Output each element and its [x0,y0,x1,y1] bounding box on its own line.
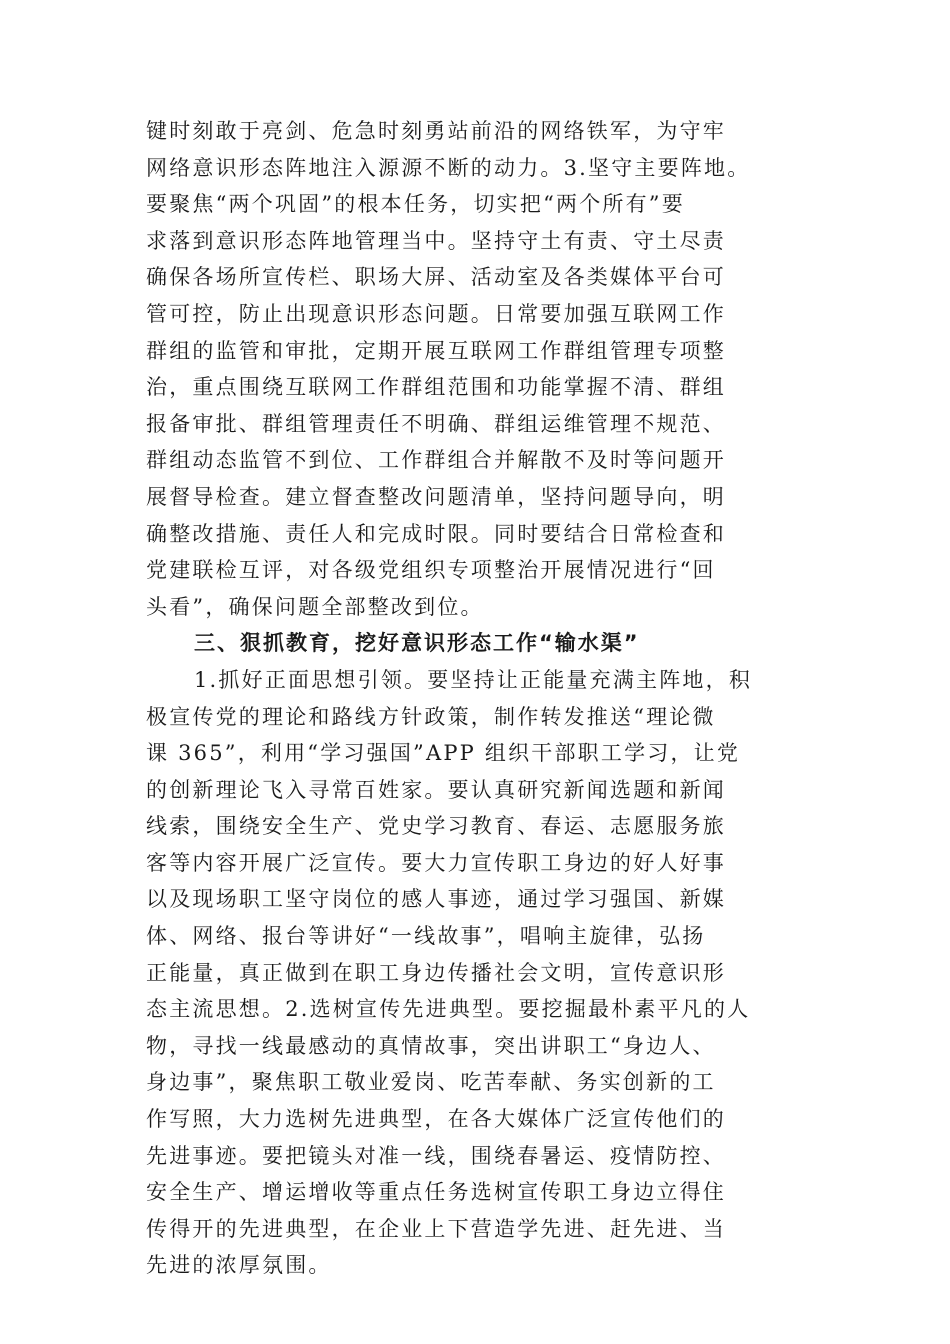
text-line: 1.抓好正面思想引领。要坚持让正能量充满主阵地，积 [194,667,753,692]
text-line: 党建联检互评，对各级党组织专项整治开展情况进行“回 [146,558,716,583]
text-line: 确整改措施、责任人和完成时限。同时要结合日常检查和 [146,521,726,546]
text-line: 管可控，防止出现意识形态问题。日常要加强互联网工作 [146,301,726,326]
text-line: 群组的监管和审批，定期开展互联网工作群组管理专项整 [146,338,726,363]
text-line: 课 365”，利用“学习强国”APP 组织干部职工学习，让党 [146,741,741,766]
text-line: 群组动态监管不到位、工作群组合并解散不及时等问题开 [146,448,726,473]
text-line: 先进的浓厚氛围。 [146,1253,332,1278]
text-line: 的创新理论飞入寻常百姓家。要认真研究新闻选题和新闻 [146,777,726,802]
text-line: 作写照，大力选树先进典型，在各大媒体广泛宣传他们的 [146,1107,726,1132]
text-line: 要聚焦“两个巩固”的根本任务，切实把“两个所有”要 [146,192,685,217]
section-heading: 三、狠抓教育，挖好意识形态工作“输水渠” [194,631,640,656]
text-line: 先进事迹。要把镜头对准一线，围绕春暑运、疫情防控、 [146,1143,726,1168]
text-line: 物，寻找一线最感动的真情故事，突出讲职工“身边人、 [146,1033,716,1058]
text-line: 治，重点围绕互联网工作群组范围和功能掌握不清、群组 [146,375,726,400]
text-line: 传得开的先进典型，在企业上下营造学先进、赶先进、当 [146,1216,726,1241]
text-line: 确保各场所宣传栏、职场大屏、活动室及各类媒体平台可 [146,265,726,290]
text-line: 报备审批、群组管理责任不明确、群组运维管理不规范、 [146,411,726,436]
text-line: 以及现场职工坚守岗位的感人事迹，通过学习强国、新媒 [146,887,726,912]
paragraph-continued [146,113,806,625]
paragraph-education [146,662,806,1284]
text-line: 极宣传党的理论和路线方针政策，制作转发推送“理论微 [146,704,716,729]
text-line: 正能量，真正做到在职工身边传播社会文明，宣传意识形 [146,960,726,985]
text-line: 求落到意识形态阵地管理当中。坚持守土有责、守土尽责 [146,228,726,253]
text-line: 态主流思想。2.选树宣传先进典型。要挖掘最朴素平凡的人 [146,997,751,1022]
text-line: 线索，围绕安全生产、党史学习教育、春运、志愿服务旅 [146,814,726,839]
text-line: 客等内容开展广泛宣传。要大力宣传职工身边的好人好事 [146,850,726,875]
text-line: 展督导检查。建立督查整改问题清单，坚持问题导向，明 [146,484,726,509]
text-line: 身边事”，聚焦职工敬业爱岗、吃苦奉献、务实创新的工 [146,1070,716,1095]
text-line: 键时刻敢于亮剑、危急时刻勇站前沿的网络铁军，为守牢 [146,119,726,143]
text-line: 体、网络、报台等讲好“一线故事”，唱响主旋律，弘扬 [146,924,706,949]
text-line: 头看”，确保问题全部整改到位。 [146,594,484,619]
document-body [146,113,806,1284]
text-line: 安全生产、增运增收等重点任务选树宣传职工身边立得住 [146,1180,726,1205]
text-line: 网络意识形态阵地注入源源不断的动力。3.坚守主要阵地。 [146,155,751,180]
